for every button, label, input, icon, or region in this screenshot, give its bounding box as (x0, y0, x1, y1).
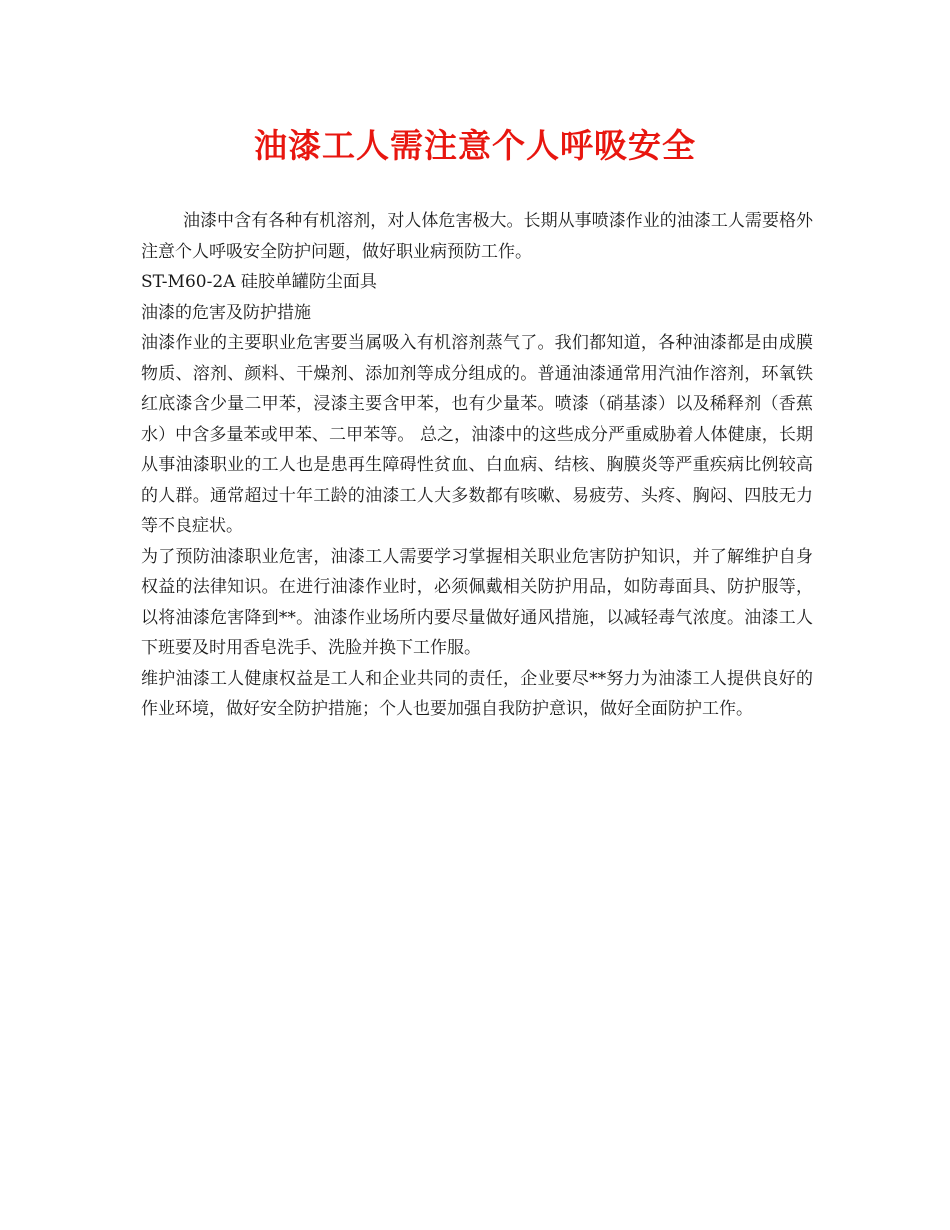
intro-paragraph: 油漆中含有各种有机溶剂，对人体危害极大。长期从事喷漆作业的油漆工人需要格外注意个人呼吸安全防护问题，做好职业病预防工作。 (141, 211, 813, 262)
hazard-paragraph: 油漆作业的主要职业危害要当属吸入有机溶剂蒸气了。我们都知道，各种油漆都是由成膜物质、溶剂、颜料、干燥剂、添加剂等成分组成的。普通油漆通常用汽油作溶剂，环氧铁红底漆含少量二甲苯，浸漆主要含甲苯，也有少量苯。喷漆（硝基漆）以及稀释剂（香蕉水）中含多量苯或甲苯、二甲苯等。 总之，油漆中的这些成分严重威胁着人体健康，长期从事油漆职业的工人也是患再生障碍性贫血、白血病、结核、胸膜炎等严重疾病比例较高的人群。通常超过十年工龄的油漆工人大多数都有咳嗽、易疲劳、头疼、胸闷、四肢无力等不良症状。 (141, 333, 813, 536)
document-title: 油漆工人需注意个人呼吸安全 (254, 126, 696, 165)
document-body (141, 206, 813, 725)
section-heading: 油漆的危害及防护措施 (141, 302, 311, 323)
responsibility-paragraph: 维护油漆工人健康权益是工人和企业共同的责任，企业要尽**努力为油漆工人提供良好的作业环境，做好安全防护措施；个人也要加强自我防护意识，做好全面防护工作。 (141, 668, 813, 719)
product-line: ST-M60-2A 硅胶单罐防尘面具 (141, 272, 377, 292)
prevention-paragraph: 为了预防油漆职业危害，油漆工人需要学习掌握相关职业危害防护知识，并了解维护自身权益的法律知识。在进行油漆作业时，必须佩戴相关防护用品，如防毒面具、防护服等，以将油漆危害降到**。油漆作业场所内要尽量做好通风措施，以减轻毒气浓度。油漆工人下班要及时用香皂洗手、洗脸并换下工作服。 (141, 546, 813, 658)
